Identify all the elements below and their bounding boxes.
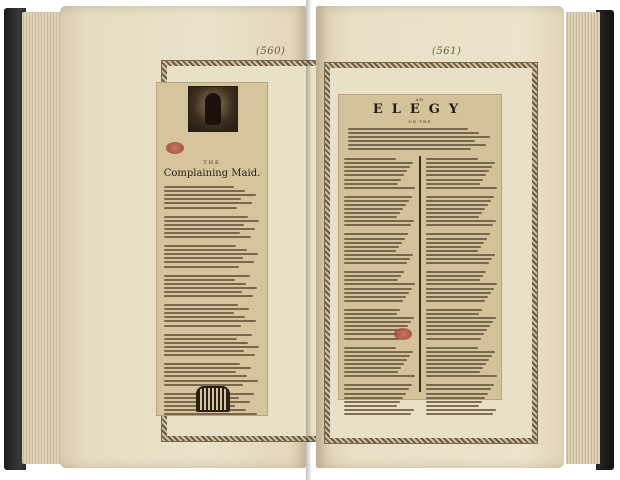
verse-line: [426, 158, 478, 160]
verse-line: [344, 367, 401, 369]
verse-line: [164, 295, 253, 297]
verse-line: [344, 254, 413, 256]
right-page-edges: [566, 12, 600, 464]
verse-line: [344, 317, 414, 319]
verse-line: [164, 190, 245, 192]
verse-line: [344, 204, 406, 206]
verse-line: [344, 313, 397, 315]
verse-line: [344, 363, 404, 365]
verse-line: [344, 409, 414, 411]
verse-line: [344, 258, 410, 260]
verse-line: [426, 384, 494, 386]
verse-line: [426, 313, 479, 315]
verse-line: [344, 300, 403, 302]
verse-line: [426, 347, 478, 349]
verse-line: [426, 393, 488, 395]
verse-line: [426, 166, 492, 168]
verse-line: [164, 304, 238, 306]
verse-line: [344, 359, 407, 361]
verse-line: [164, 380, 258, 382]
verse-line: [344, 174, 404, 176]
verse-line: [426, 413, 493, 415]
verse-line: [164, 367, 251, 369]
verse-line: [344, 338, 399, 340]
verse-line: [426, 196, 494, 198]
verse-line: [344, 238, 405, 240]
verse-line: [344, 397, 403, 399]
verse-line: [344, 233, 408, 235]
verse-line: [426, 242, 484, 244]
verse-line: [164, 342, 248, 344]
verse-line: [164, 354, 255, 356]
verse-line: [426, 216, 479, 218]
verse-line: [344, 401, 400, 403]
verse-line: [426, 179, 483, 181]
verse-line: [344, 321, 411, 323]
verse-line: [426, 224, 493, 226]
verse-line: [344, 325, 408, 327]
verse-line: [164, 194, 256, 196]
elegy-title: ELEGY: [372, 102, 468, 117]
verse-line: [164, 186, 234, 188]
verse-line: [426, 371, 480, 373]
verse-line: [426, 283, 497, 285]
left-page-number: (560): [256, 46, 286, 57]
verse-line: [426, 174, 486, 176]
complaining-maid-broadside: [156, 82, 268, 416]
verse-line: [344, 212, 400, 214]
verse-line: [344, 200, 409, 202]
verse-line: [164, 275, 250, 277]
verse-line: [426, 279, 480, 281]
verse-line: [344, 288, 412, 290]
verse-line: [344, 216, 397, 218]
verse-line: [426, 309, 482, 311]
verse-line: [426, 296, 488, 298]
broadside-heading: THE: [203, 160, 221, 166]
left-page: [60, 6, 306, 468]
verse-line: [426, 397, 485, 399]
verse-line: [164, 198, 241, 200]
verse-line: [164, 216, 248, 218]
woodcut-illustration: [188, 86, 238, 132]
verse-line: [344, 187, 415, 189]
verse-line: [344, 351, 413, 353]
verse-line: [344, 371, 398, 373]
verse-line: [348, 136, 490, 138]
verse-line: [344, 375, 415, 377]
right-page-number: (561): [432, 46, 462, 57]
verse-line: [426, 325, 490, 327]
verse-line: [426, 359, 489, 361]
verse-line: [344, 393, 406, 395]
verse-line: [348, 148, 471, 150]
library-stamp: [166, 142, 184, 154]
verse-line: [164, 413, 257, 415]
verse-line: [164, 266, 239, 268]
verse-line: [426, 170, 489, 172]
elegy-subheading: ON THE: [408, 119, 432, 124]
verse-line: [344, 250, 396, 252]
verse-line: [426, 405, 479, 407]
verse-line: [164, 316, 245, 318]
verse-line: [164, 245, 236, 247]
verse-line: [164, 279, 235, 281]
verse-line: [426, 288, 494, 290]
right-volume: [312, 0, 620, 480]
verse-line: [344, 292, 409, 294]
verse-line: [344, 283, 415, 285]
verse-line: [426, 200, 491, 202]
verse-line: [164, 224, 244, 226]
verse-line: [164, 249, 247, 251]
verse-line: [164, 308, 249, 310]
verse-line: [344, 196, 412, 198]
verse-line: [426, 271, 486, 273]
verse-line: [164, 283, 246, 285]
verse-line: [344, 220, 414, 222]
verse-line: [344, 166, 410, 168]
verse-line: [344, 158, 396, 160]
verse-line: [164, 312, 234, 314]
verse-line: [426, 212, 482, 214]
verse-line: [164, 253, 258, 255]
verse-line: [426, 238, 487, 240]
verse-line: [344, 275, 401, 277]
verse-line: [348, 128, 468, 130]
verse-line: [164, 232, 240, 234]
verse-line: [164, 228, 255, 230]
verse-line: [426, 338, 481, 340]
verse-line: [164, 261, 254, 263]
verse-line: [344, 384, 412, 386]
verse-line: [164, 338, 237, 340]
broadside-title: Complaining Maid.: [163, 168, 261, 179]
verse-line: [426, 292, 491, 294]
verse-line: [164, 236, 251, 238]
verse-line: [426, 162, 495, 164]
verse-line: [164, 287, 257, 289]
verse-line: [426, 363, 486, 365]
verse-line: [426, 388, 491, 390]
verse-line: [426, 367, 483, 369]
verse-line: [344, 242, 402, 244]
verse-line: [344, 170, 407, 172]
verse-line: [164, 257, 243, 259]
verse-line: [344, 246, 399, 248]
verse-line: [348, 144, 486, 146]
verse-line: [164, 375, 247, 377]
verse-line: [426, 375, 497, 377]
verse-line: [426, 355, 492, 357]
verse-line: [164, 207, 237, 209]
verse-line: [164, 202, 252, 204]
verse-line: [344, 388, 409, 390]
verse-line: [426, 275, 483, 277]
verse-line: [344, 162, 413, 164]
verse-line: [344, 355, 410, 357]
verse-line: [344, 271, 404, 273]
right-page: [316, 6, 564, 468]
verse-line: [164, 291, 242, 293]
verse-line: [344, 279, 398, 281]
verse-line: [426, 317, 496, 319]
verse-line: [348, 132, 479, 134]
verse-line: [164, 350, 244, 352]
verse-line: [426, 233, 490, 235]
verse-line: [426, 208, 485, 210]
verse-line: [426, 187, 497, 189]
verse-line: [426, 246, 481, 248]
verse-line: [164, 334, 252, 336]
verse-line: [426, 321, 493, 323]
verse-line: [426, 329, 487, 331]
verse-line: [426, 220, 496, 222]
verse-line: [426, 204, 488, 206]
verse-line: [344, 262, 407, 264]
verse-line: [164, 363, 240, 365]
column-divider: [419, 156, 421, 392]
verse-line: [348, 140, 475, 142]
verse-line: [426, 262, 489, 264]
verse-line: [164, 320, 256, 322]
verse-line: [426, 183, 480, 185]
verse-line: [426, 254, 495, 256]
verse-line: [344, 179, 401, 181]
verse-line: [426, 401, 482, 403]
verse-line: [164, 346, 259, 348]
verse-line: [344, 309, 400, 311]
verse-line: [344, 347, 396, 349]
verse-line: [426, 333, 484, 335]
elegy-prefix: AN: [415, 97, 425, 102]
verse-line: [344, 296, 406, 298]
verse-line: [344, 183, 398, 185]
verse-line: [426, 300, 485, 302]
verse-line: [344, 413, 411, 415]
verse-line: [344, 224, 411, 226]
elegy-broadside: [338, 94, 502, 400]
library-stamp: [394, 328, 412, 340]
verse-line: [426, 409, 496, 411]
printer-ornament-icon: [196, 386, 230, 412]
verse-line: [164, 371, 236, 373]
verse-line: [426, 258, 492, 260]
verse-line: [164, 325, 241, 327]
verse-line: [344, 208, 403, 210]
verse-line: [426, 250, 478, 252]
verse-line: [344, 405, 397, 407]
verse-line: [164, 220, 259, 222]
gutter-shadow: [306, 0, 312, 480]
verse-line: [426, 351, 495, 353]
